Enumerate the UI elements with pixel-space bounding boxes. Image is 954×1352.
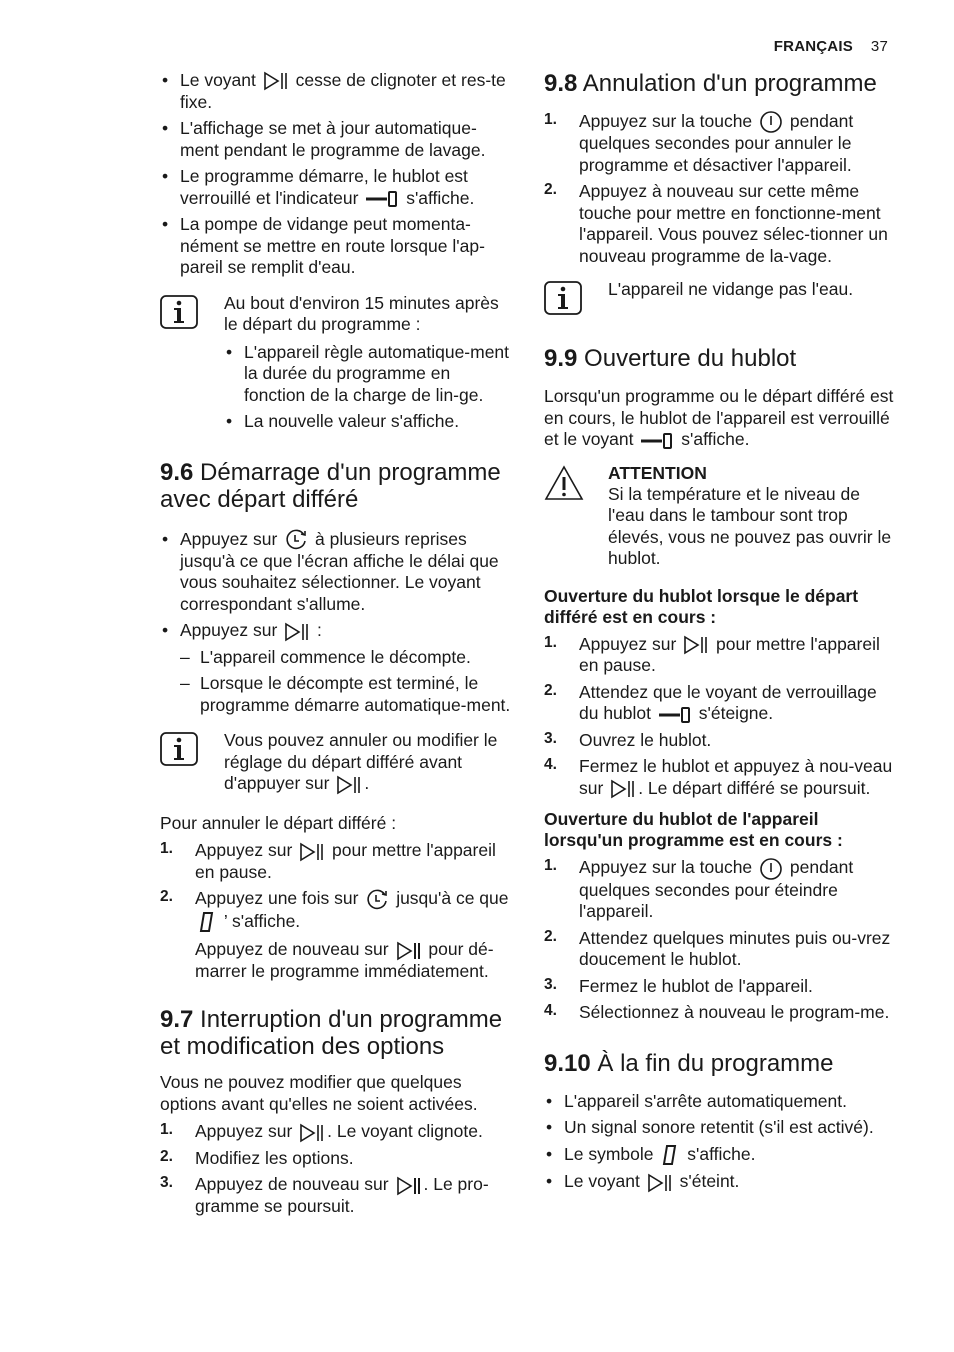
section-intro: Lorsqu'un programme ou le départ différé est en cours, le hublot de l'appareil est verrouillé et le voyant s'affiche. xyxy=(544,386,894,450)
start-pause-icon xyxy=(336,775,362,795)
list-item: • L'affichage se met à jour automatique-ment pendant le programme de lavage. xyxy=(160,118,515,161)
list-item: – Lorsque le décompte est terminé, le programme démarre automatique-ment. xyxy=(160,673,515,716)
list-item: • Le voyant s'éteint. xyxy=(544,1171,899,1193)
attention-text: Si la température et le niveau de l'eau dans le tambour sont trop élevés, vous ne pouvez pas ouvrir le hublot. xyxy=(608,483,892,569)
left-column xyxy=(160,70,515,1222)
page-number: 37 xyxy=(870,38,888,55)
info-icon xyxy=(160,295,198,329)
note-intro: Au bout d'environ 15 minutes après le départ du programme : xyxy=(224,292,499,334)
list-item: 1. Appuyez sur . Le voyant clignote. xyxy=(160,1121,483,1142)
info-icon xyxy=(160,732,198,766)
list-item: • L'appareil s'arrête automatiquement. xyxy=(544,1091,899,1113)
delay-start-icon xyxy=(284,529,308,551)
digit-zero-icon xyxy=(660,1144,680,1166)
list-item: 4. Sélectionnez à nouveau le program-me. xyxy=(544,1002,890,1023)
list-item: 1. Appuyez sur pour mettre l'appareil en pause. xyxy=(544,633,880,676)
list-item: • Le programme démarre, le hublot est verrouillé et l'indicateur s'affiche. xyxy=(160,166,515,209)
list-item: 3. Appuyez de nouveau sur . Le pro-gramme se poursuit. xyxy=(160,1174,489,1216)
power-icon xyxy=(759,111,783,133)
list-item: 1. Appuyez sur la touche pendant quelques secondes pour annuler le programme et désactiver l'appareil. xyxy=(544,111,854,175)
section-heading-9-8: 9.8 Annulation d'un programme xyxy=(544,70,877,97)
start-pause-icon xyxy=(396,1176,422,1196)
digit-zero-icon xyxy=(197,911,217,933)
subsection-title: Ouverture du hublot lorsque le départ différé est en cours : xyxy=(544,585,859,627)
list-item: 2. Appuyez une fois sur jusqu'à ce que ’ s'affiche. Appuyez de nouveau sur pour dé-marrer le programme immédiatement. xyxy=(160,888,509,981)
delay-start-icon xyxy=(365,889,389,911)
list-item: 3. Ouvrez le hublot. xyxy=(544,729,712,750)
start-pause-icon xyxy=(683,635,709,655)
list-item: • Un signal sonore retentit (s'il est activé). xyxy=(544,1117,899,1139)
warning-icon xyxy=(544,465,584,501)
start-pause-icon xyxy=(263,71,289,91)
list-item: • L'appareil règle automatique-ment la durée du programme en fonction de la charge de lin-ge. xyxy=(224,342,515,407)
list-item: – L'appareil commence le décompte. xyxy=(160,647,515,669)
info-icon xyxy=(544,281,582,315)
start-pause-icon xyxy=(299,842,325,862)
list-item: • Appuyez sur : xyxy=(160,620,515,642)
list-item: • La pompe de vidange peut momenta-nément se mettre en route lorsque l'ap-pareil se remplit d'eau. xyxy=(160,214,515,279)
list-item: 1. Appuyez sur la touche pendant quelques secondes pour éteindre l'appareil. xyxy=(544,857,854,922)
list-item: 4. Fermez le hublot et appuyez à nou-veau sur . Le départ différé se poursuit. xyxy=(544,756,893,798)
start-pause-icon xyxy=(396,941,422,961)
info-note: L'appareil ne vidange pas l'eau. xyxy=(544,279,899,315)
cancel-intro: Pour annuler le départ différé : xyxy=(160,812,397,833)
subsection-title: Ouverture du hublot de l'appareil lorsqu'un programme est en cours : xyxy=(544,809,843,851)
section-heading-9-10: 9.10 À la fin du programme xyxy=(544,1049,834,1077)
start-pause-icon xyxy=(610,779,636,799)
door-lock-icon xyxy=(658,706,692,724)
attention-title: ATTENTION xyxy=(608,462,707,483)
section-intro: Vous ne pouvez modifier que quelques options avant qu'elles ne soient activées. xyxy=(160,1072,478,1114)
list-item: • Le voyant cesse de clignoter et res-te fixe. xyxy=(160,70,515,113)
list-item: 1. Appuyez sur pour mettre l'appareil en pause. xyxy=(160,840,496,882)
attention-note xyxy=(544,463,899,570)
right-column xyxy=(544,70,899,1198)
list-item: 2. Modifiez les options. xyxy=(160,1147,354,1168)
list-item: • Le symbole s'affiche. xyxy=(544,1144,899,1166)
section-heading-9-6: 9.6 Démarrage d'un programme avec départ différé xyxy=(160,458,501,513)
door-lock-icon xyxy=(640,432,674,450)
list-item: 2. Attendez que le voyant de verrouillage du hublot s'éteigne. xyxy=(544,681,877,724)
list-item: • Appuyez sur à plusieurs reprises jusqu'à ce que l'écran affiche le délai que vous souhaitez sélectionner. Le voyant correspondant s'allume. xyxy=(160,529,515,616)
section-heading-9-7: 9.7 Interruption d'un programme et modification des options xyxy=(160,1006,503,1061)
list-item: • La nouvelle valeur s'affiche. xyxy=(224,411,515,433)
start-pause-icon xyxy=(299,1123,325,1143)
list-item: 3. Fermez le hublot de l'appareil. xyxy=(544,975,813,996)
header-language: FRANÇAIS xyxy=(773,38,853,55)
power-icon xyxy=(759,858,783,880)
info-note xyxy=(160,293,515,433)
start-pause-icon xyxy=(284,622,310,642)
info-note: Vous pouvez annuler ou modifier le réglage du départ différé avant d'appuyer sur . xyxy=(160,730,515,795)
list-item: 2. Appuyez à nouveau sur cette même touche pour mettre en fonctionne-ment l'appareil. Vous pouvez sélec-tionner un nouveau programme de la-vage. xyxy=(544,181,888,266)
section-heading-9-9: 9.9 Ouverture du hublot xyxy=(544,345,797,373)
page-header xyxy=(774,38,888,55)
door-lock-icon xyxy=(365,190,399,208)
start-pause-icon xyxy=(647,1173,673,1193)
list-item: 2. Attendez quelques minutes puis ou-vrez doucement le hublot. xyxy=(544,927,891,970)
